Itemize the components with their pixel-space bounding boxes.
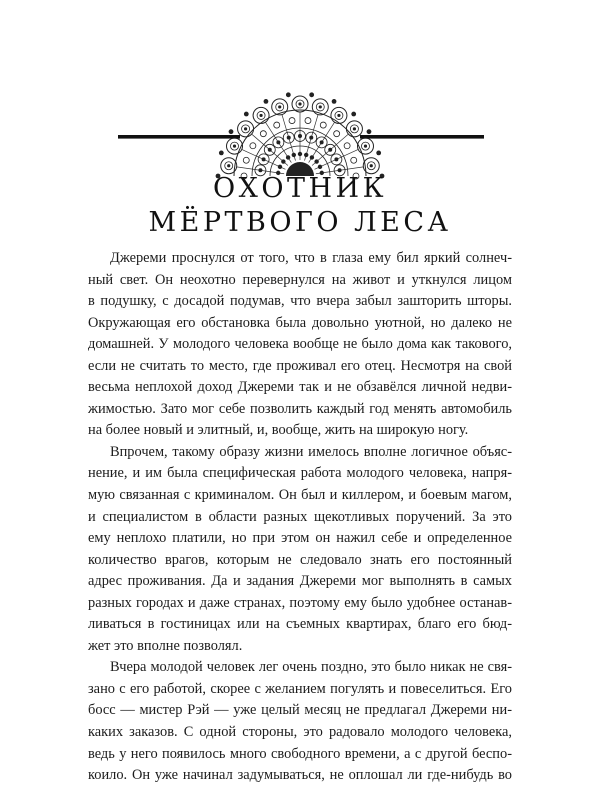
body-text [88, 248, 512, 787]
chapter-title-line-1: ОХОТНИК [213, 173, 387, 204]
text-line: зано с его работой, скорее с желанием погулять и повеселиться. Его [88, 680, 512, 697]
text-line: ведь у него появилось много свободного времени, а с другой беспо- [88, 745, 512, 762]
text-line: жимостью. Зато мог себе позволить каждый год менять автомобиль [88, 400, 512, 417]
lace-fan-ornament [216, 92, 385, 179]
text-line: разных городах и даже странах, поэтому ему было удобнее останав- [88, 594, 512, 611]
paragraph [88, 442, 512, 657]
text-line: мую связанная с криминалом. Он был и киллером, и боевым магом, [88, 487, 512, 504]
text-line: босс — мистер Рэй — уже целый месяц не предлагал Джереми ни- [88, 702, 512, 719]
text-line: Вчера молодой человек лег очень поздно, это было никак не свя- [110, 659, 512, 676]
paragraph [88, 248, 512, 442]
text-line: Джереми проснулся от того, что в глаза ему бил яркий солнеч- [110, 250, 512, 266]
text-line: домашней. У молодого человека вообще не было дома как такового, [88, 336, 512, 353]
text-line: жет это вполне позволял. [88, 637, 243, 654]
text-line: весьма неплохой доход Джереми так и не обзавёлся личной недви- [88, 379, 512, 396]
text-line: коило. Он уже начинал задумываться, не оплошал ли где-нибудь во [88, 767, 512, 784]
text-line: ливаться в гостиницах или на съемных квартирах, благо его бюд- [88, 616, 512, 633]
text-line: на более новый и элитный, и, вообще, жить на широкую ногу. [88, 422, 469, 439]
text-line: нение, и им была специфическая работа молодого человека, напря- [88, 465, 512, 482]
ornament-left-rule [118, 135, 240, 139]
text-line: каких заказов. С одной стороны, это радовало молодого человека, [88, 724, 512, 741]
text-line: ный свет. Он неохотно перевернулся на живот и уткнулся лицом [88, 271, 512, 288]
text-line: в подушку, с досадой подумав, что вчера забыл зашторить шторы. [88, 293, 512, 310]
text-line: если не считать то место, где проживал его отец. Несмотря на свой [88, 357, 512, 374]
text-line: количество врагов, которым не следовало знать его постоянный [88, 551, 512, 568]
text-line: адрес проживания. Да и задания Джереми мог выполнять в самых [88, 573, 512, 590]
chapter-title-line-2: МЁРТВОГО ЛЕСА [148, 207, 452, 238]
ornament-right-rule [360, 135, 484, 139]
text-line: Окружающая его обстановка была довольно уютной, но далеко не [88, 314, 512, 331]
text-line: ему неплохо платили, но при этом он нажил себе и определенное [88, 530, 512, 547]
chapter-ornament [0, 80, 600, 180]
paragraph [88, 657, 512, 786]
text-line: Впрочем, такому образу жизни имелось вполне логичное объяс- [110, 443, 512, 460]
text-line: и специалистом в области разных щекотливых поручений. За это [88, 508, 512, 525]
